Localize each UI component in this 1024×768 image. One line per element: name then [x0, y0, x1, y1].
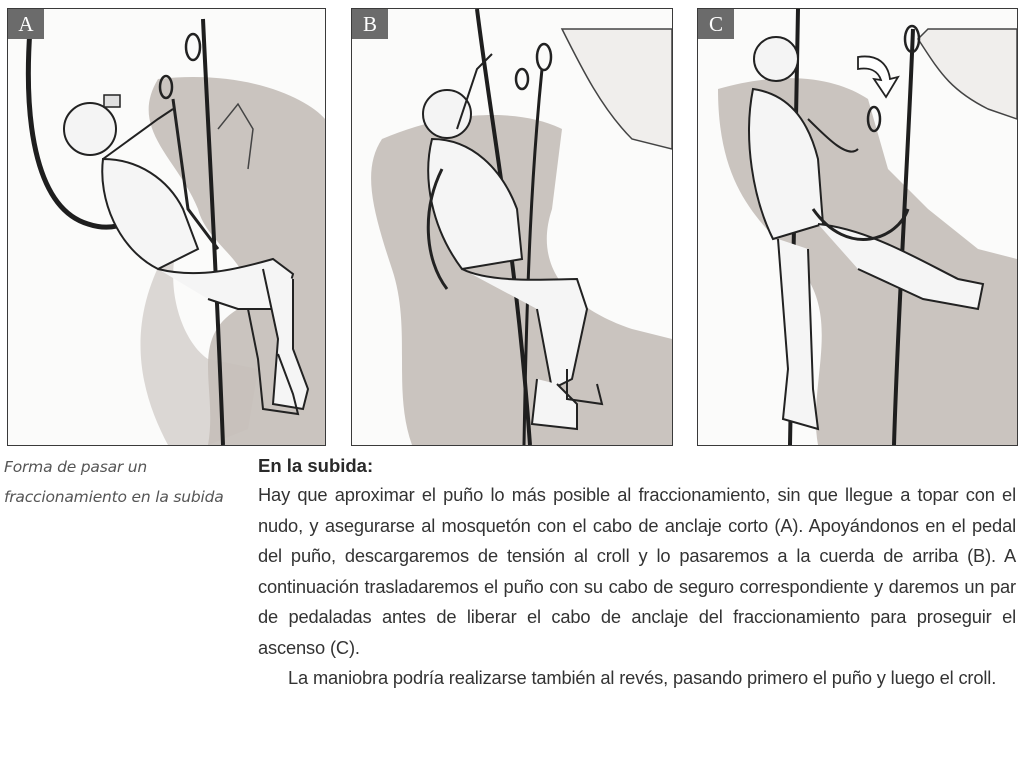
- illustration-panel-b: [351, 8, 673, 446]
- paragraph-1: Hay que aproximar el puño lo más posible al fraccionamiento, sin que llegue a topar con el nudo, y asegurarse al mosquetón con el cabo de anclaje corto (A). Apoyándonos en el pedal del puño, descargaremos de tensión al croll y lo pasaremos a la cuerda de arriba (B). A continuación trasladaremos el puño con su cabo de seguro correspondiente y daremos un par de pedaladas antes de liberar el cabo de anclaje del fraccionamiento para proseguir el ascenso (C).: [258, 484, 1016, 658]
- figure-caption: [4, 452, 244, 512]
- illustration-panel-a: [7, 8, 326, 446]
- climber-illustration-b: [352, 9, 672, 445]
- panel-label-c: C: [698, 9, 734, 39]
- climber-illustration-c: [698, 9, 1017, 445]
- panel-label-a: A: [8, 9, 44, 39]
- paragraph-2: La maniobra podría realizarse también al revés, pasando primero el puño y luego el croll.: [288, 667, 997, 688]
- section-heading: En la subida:: [258, 455, 374, 476]
- illustration-panel-c: [697, 8, 1018, 446]
- panel-label-b: B: [352, 9, 388, 39]
- caption-line-2: fraccionamiento en la subida: [4, 488, 224, 506]
- body-text: [258, 452, 1016, 694]
- caption-line-1: Forma de pasar un: [4, 458, 148, 476]
- climber-illustration-a: [8, 9, 325, 445]
